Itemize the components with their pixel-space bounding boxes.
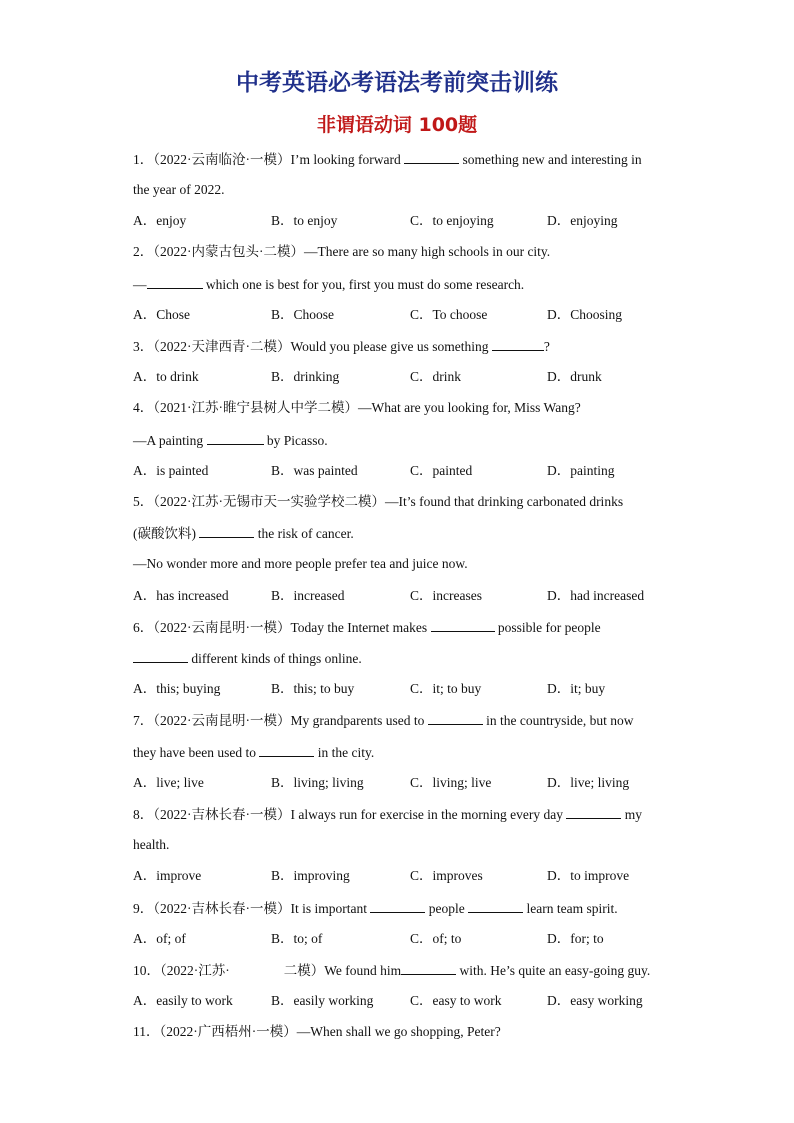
option-a: A．Chose [133,307,190,322]
option-b: B．Choose [271,307,335,322]
option-d: D．easy working [547,993,643,1008]
option-c: C．easy to work [410,993,502,1008]
question-1-line-2: the year of 2022. [133,182,225,197]
option-c: C．to enjoying [410,213,494,228]
option-a: A．enjoy [133,213,187,228]
question-1-line-1: 1．（2022·云南临沧·一模）I’m looking forward something new and interesting in [133,152,642,167]
option-c: C．it; to buy [410,681,482,696]
question-2-line-1: 2．（2022·内蒙古包头·二模）—There are so many high schools in our city. [133,244,551,259]
question-4-line-2: —A painting by Picasso. [133,433,328,448]
option-d: D．Choosing [547,307,623,322]
option-d: D．enjoying [547,213,618,228]
answer-blank [401,961,456,975]
option-c: C．increases [410,588,482,603]
question-5-line-2: (碳酸饮料) the risk of cancer. [133,526,354,541]
answer-blank [492,337,544,351]
option-c: C．drink [410,369,462,384]
page-subtitle: 非谓语动词 100题 [316,114,478,136]
option-b: B．this; to buy [271,681,355,696]
option-a: A．improve [133,868,202,883]
question-5-line-3: —No wonder more and more people prefer tea and juice now. [133,556,468,571]
option-b: B．was painted [271,463,358,478]
question-6-line-2: different kinds of things online. [133,649,673,668]
question-8-line-2: health. [133,837,170,852]
question-7-line-2: they have been used to in the city. [133,745,375,760]
option-b: B．improving [271,868,350,883]
answer-blank [133,649,188,663]
option-c: C．of; to [410,931,462,946]
option-c: C．living; live [410,775,492,790]
answer-blank [404,150,459,164]
question-11-line-1: 11．（2022·广西梧州·一模）—When shall we go shopping, Peter? [133,1024,501,1039]
option-a: A．live; live [133,775,204,790]
answer-blank [428,711,483,725]
answer-blank [370,899,425,913]
option-d: D．painting [547,463,615,478]
option-b: B．to enjoy [271,213,338,228]
option-d: D．drunk [547,369,602,384]
option-d: D．had increased [547,588,645,603]
question-7-line-1: 7．（2022·云南昆明·一模）My grandparents used to in the countryside, but now [133,713,634,728]
answer-blank [199,524,254,538]
page-title: 中考英语必考语法考前突击训练 [236,70,558,96]
answer-blank [468,899,523,913]
answer-blank [259,743,314,757]
question-2-line-2: — which one is best for you, first you must do some research. [133,277,525,292]
option-a: A．to drink [133,369,199,384]
option-a: A．this; buying [133,681,221,696]
option-b: B．to; of [271,931,323,946]
answer-blank [147,275,203,289]
option-d: D．for; to [547,931,604,946]
question-4-line-1: 4．（2021·江苏·睢宁县树人中学二模）—What are you looking for, Miss Wang? [133,400,581,415]
option-b: B．easily working [271,993,374,1008]
question-10-line-1: 10．（2022·江苏· 二模）We found him with. He’s quite an easy-going guy. [133,963,651,978]
option-b: B．living; living [271,775,364,790]
option-d: D．it; buy [547,681,606,696]
option-d: D．to improve [547,868,630,883]
option-b: B．drinking [271,369,340,384]
answer-blank [431,618,495,632]
answer-blank [566,805,621,819]
question-8-line-1: 8．（2022·吉林长春·一模）I always run for exercise in the morning every day my [133,807,643,822]
option-c: C．To choose [410,307,488,322]
option-a: A．easily to work [133,993,233,1008]
answer-blank [207,431,264,445]
question-9-line-1: 9．（2022·吉林长春·一模）It is important people learn team spirit. [133,901,618,916]
option-b: B．increased [271,588,345,603]
option-c: C．painted [410,463,473,478]
question-5-line-1: 5．（2022·江苏·无锡市天一实验学校二模）—It’s found that drinking carbonated drinks [133,494,624,509]
option-a: A．of; of [133,931,186,946]
question-3-line-1: 3．（2022·天津西青·二模）Would you please give us something ? [133,339,550,354]
option-d: D．live; living [547,775,630,790]
question-6-line-1: 6．（2022·云南昆明·一模）Today the Internet makes possible for people [133,620,601,635]
option-c: C．improves [410,868,483,883]
option-a: A．is painted [133,463,209,478]
option-a: A．has increased [133,588,229,603]
